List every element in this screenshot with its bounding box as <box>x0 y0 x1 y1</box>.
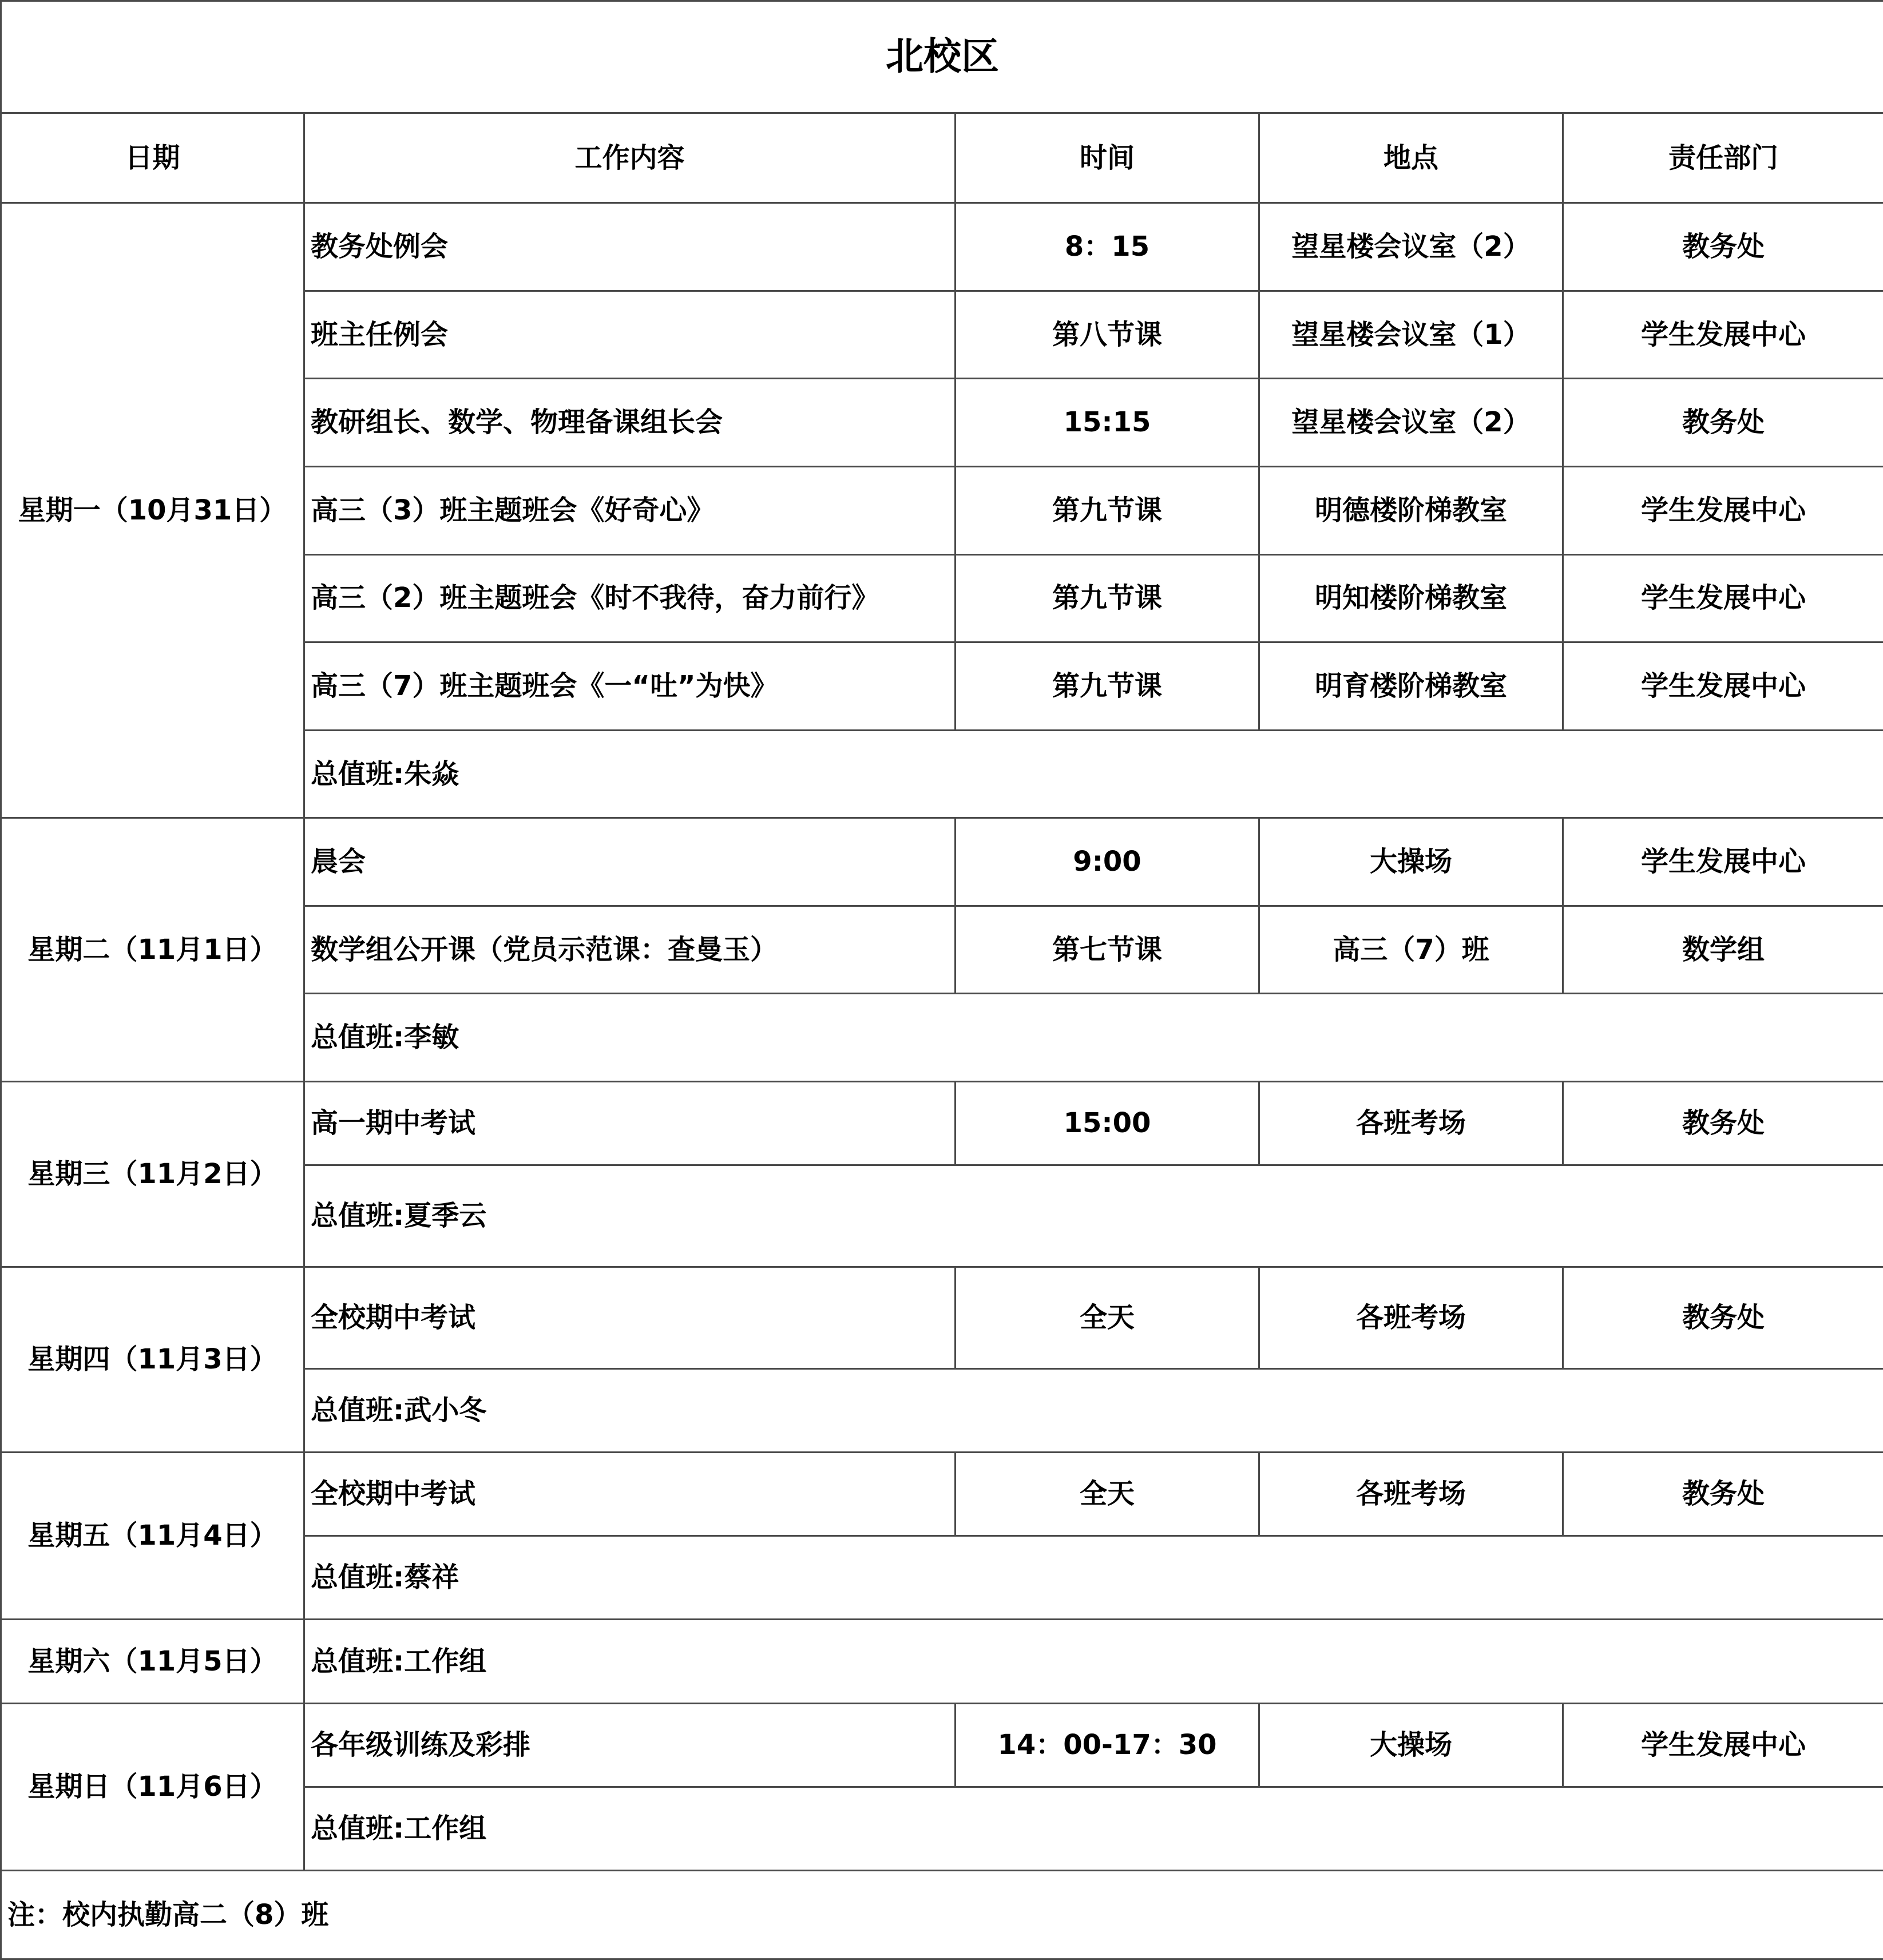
duty-cell: 总值班:工作组 <box>304 1620 1883 1703</box>
duty-cell: 总值班:李敏 <box>304 994 1883 1082</box>
duty-cell: 总值班:夏季云 <box>304 1165 1883 1267</box>
duty-cell: 总值班:蔡祥 <box>304 1536 1883 1620</box>
event-time: 全天 <box>956 1452 1259 1536</box>
event-content: 晨会 <box>304 818 956 906</box>
event-place: 大操场 <box>1259 818 1563 906</box>
event-content: 全校期中考试 <box>304 1452 956 1536</box>
event-content: 高三（3）班主题班会《好奇心》 <box>304 466 956 554</box>
event-time: 全天 <box>956 1267 1259 1368</box>
event-content: 各年级训练及彩排 <box>304 1703 956 1787</box>
event-content: 教务处例会 <box>304 203 956 291</box>
event-dept: 教务处 <box>1563 203 1883 291</box>
event-content: 高三（2）班主题班会《时不我待，奋力前行》 <box>304 554 956 642</box>
event-dept: 教务处 <box>1563 1082 1883 1165</box>
duty-cell: 总值班:武小冬 <box>304 1368 1883 1452</box>
event-dept: 学生发展中心 <box>1563 642 1883 731</box>
event-place: 各班考场 <box>1259 1452 1563 1536</box>
event-time: 14：00-17：30 <box>956 1703 1259 1787</box>
event-dept: 学生发展中心 <box>1563 554 1883 642</box>
event-content: 班主任例会 <box>304 291 956 379</box>
table-row <box>1 1703 1883 1787</box>
event-content: 全校期中考试 <box>304 1267 956 1368</box>
event-content: 教研组长、数学、物理备课组长会 <box>304 379 956 467</box>
date-cell: 星期日（11月6日） <box>1 1703 304 1871</box>
date-cell: 星期二（11月1日） <box>1 818 304 1082</box>
header-row <box>1 113 1883 203</box>
event-time: 15:00 <box>956 1082 1259 1165</box>
event-time: 15:15 <box>956 379 1259 467</box>
table-row <box>1 203 1883 291</box>
event-place: 大操场 <box>1259 1703 1563 1787</box>
date-cell: 星期一（10月31日） <box>1 203 304 818</box>
event-dept: 教务处 <box>1563 1452 1883 1536</box>
date-cell: 星期三（11月2日） <box>1 1082 304 1267</box>
event-place: 各班考场 <box>1259 1082 1563 1165</box>
table-row <box>1 1452 1883 1536</box>
event-content: 数学组公开课（党员示范课：查曼玉） <box>304 906 956 994</box>
header-place: 地点 <box>1259 113 1563 203</box>
date-cell: 星期六（11月5日） <box>1 1620 304 1703</box>
event-place: 明知楼阶梯教室 <box>1259 554 1563 642</box>
event-place: 明德楼阶梯教室 <box>1259 466 1563 554</box>
event-time: 9:00 <box>956 818 1259 906</box>
note-row <box>1 1871 1883 1959</box>
event-dept: 教务处 <box>1563 1267 1883 1368</box>
event-dept: 学生发展中心 <box>1563 291 1883 379</box>
event-dept: 学生发展中心 <box>1563 818 1883 906</box>
event-time: 第七节课 <box>956 906 1259 994</box>
header-content: 工作内容 <box>304 113 956 203</box>
header-time: 时间 <box>956 113 1259 203</box>
event-time: 第九节课 <box>956 554 1259 642</box>
event-dept: 学生发展中心 <box>1563 1703 1883 1787</box>
event-dept: 教务处 <box>1563 379 1883 467</box>
duty-cell: 总值班:朱焱 <box>304 730 1883 818</box>
event-time: 8：15 <box>956 203 1259 291</box>
header-date: 日期 <box>1 113 304 203</box>
event-content: 高三（7）班主题班会《一“吐”为快》 <box>304 642 956 731</box>
date-cell: 星期四（11月3日） <box>1 1267 304 1452</box>
table-row <box>1 1082 1883 1165</box>
event-place: 望星楼会议室（1） <box>1259 291 1563 379</box>
event-time: 第九节课 <box>956 466 1259 554</box>
event-dept: 数学组 <box>1563 906 1883 994</box>
table-row <box>1 1267 1883 1368</box>
table-row <box>1 818 1883 906</box>
date-cell: 星期五（11月4日） <box>1 1452 304 1620</box>
duty-row <box>1 1620 1883 1703</box>
event-content: 高一期中考试 <box>304 1082 956 1165</box>
event-time: 第八节课 <box>956 291 1259 379</box>
event-time: 第九节课 <box>956 642 1259 731</box>
page-title: 北校区 <box>1 1 1883 113</box>
event-place: 高三（7）班 <box>1259 906 1563 994</box>
event-dept: 学生发展中心 <box>1563 466 1883 554</box>
duty-cell: 总值班:工作组 <box>304 1787 1883 1871</box>
event-place: 各班考场 <box>1259 1267 1563 1368</box>
event-place: 望星楼会议室（2） <box>1259 379 1563 467</box>
header-dept: 责任部门 <box>1563 113 1883 203</box>
event-place: 明育楼阶梯教室 <box>1259 642 1563 731</box>
event-place: 望星楼会议室（2） <box>1259 203 1563 291</box>
footnote: 注：校内执勤高二（8）班 <box>1 1871 1883 1959</box>
